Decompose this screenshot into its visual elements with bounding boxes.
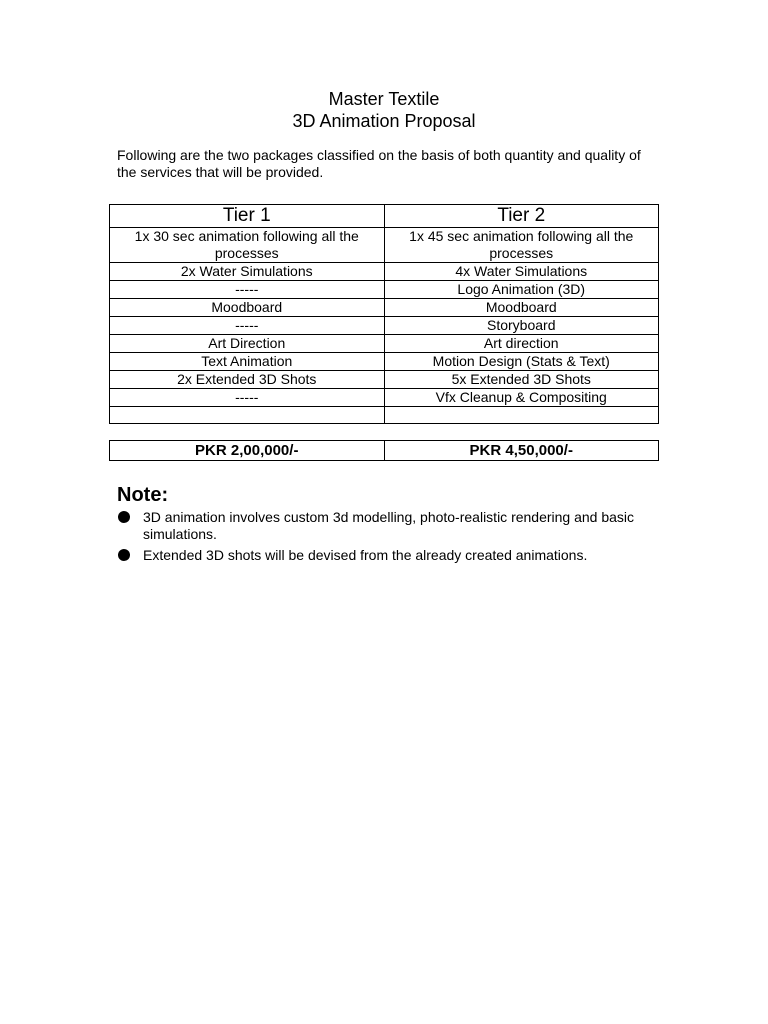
table-row (110, 317, 659, 335)
table-row (110, 371, 659, 389)
note-heading: Note: (117, 484, 169, 506)
tier-2-cell: Vfx Cleanup & Compositing (384, 389, 659, 407)
table-row (110, 263, 659, 281)
tier-2-cell: Storyboard (384, 317, 659, 335)
tier-2-cell: 5x Extended 3D Shots (384, 371, 659, 389)
tiers-table (109, 204, 659, 424)
note-text: 3D animation involves custom 3d modelling, photo-realistic rendering and basic simulations. (143, 509, 635, 542)
table-row (110, 389, 659, 407)
tier-1-cell: 1x 30 sec animation following all the processes (110, 228, 385, 263)
tier-1-cell: ----- (110, 281, 385, 299)
empty-cell (384, 407, 659, 424)
tier-2-header: Tier 2 (384, 205, 659, 228)
notes-list (117, 509, 657, 568)
prices-row (110, 441, 659, 461)
empty-row (110, 407, 659, 424)
table-row (110, 299, 659, 317)
tier-1-cell: 2x Extended 3D Shots (110, 371, 385, 389)
tier-1-cell: Art Direction (110, 335, 385, 353)
tier-1-cell: ----- (110, 317, 385, 335)
tier-1-header: Tier 1 (110, 205, 385, 228)
title-company: Master Textile (328, 89, 440, 109)
tier-2-cell: 4x Water Simulations (384, 263, 659, 281)
document-title (0, 88, 768, 132)
tiers-header-row (110, 205, 659, 228)
list-item (117, 547, 657, 564)
tier-2-cell: Art direction (384, 335, 659, 353)
list-item (117, 509, 657, 543)
tier-1-cell: ----- (110, 389, 385, 407)
table-row (110, 228, 659, 263)
prices-table (109, 440, 659, 461)
tier-2-cell: Moodboard (384, 299, 659, 317)
tier-2-cell: 1x 45 sec animation following all the processes (384, 228, 659, 263)
table-row (110, 281, 659, 299)
empty-cell (110, 407, 385, 424)
tier-2-cell: Motion Design (Stats & Text) (384, 353, 659, 371)
tier-2-price: PKR 4,50,000/- (384, 441, 659, 461)
tier-1-price: PKR 2,00,000/- (110, 441, 385, 461)
note-text: Extended 3D shots will be devised from the already created animations. (143, 547, 588, 563)
tier-1-cell: 2x Water Simulations (110, 263, 385, 281)
tier-2-cell: Logo Animation (3D) (384, 281, 659, 299)
table-row (110, 335, 659, 353)
tier-1-cell: Text Animation (110, 353, 385, 371)
bullet-icon (118, 549, 130, 561)
intro-paragraph: Following are the two packages classified on the basis of both quantity and quality of the services that will be provided. (117, 147, 641, 180)
title-proposal: 3D Animation Proposal (292, 111, 476, 131)
bullet-icon (118, 511, 130, 523)
tier-1-cell: Moodboard (110, 299, 385, 317)
table-row (110, 353, 659, 371)
